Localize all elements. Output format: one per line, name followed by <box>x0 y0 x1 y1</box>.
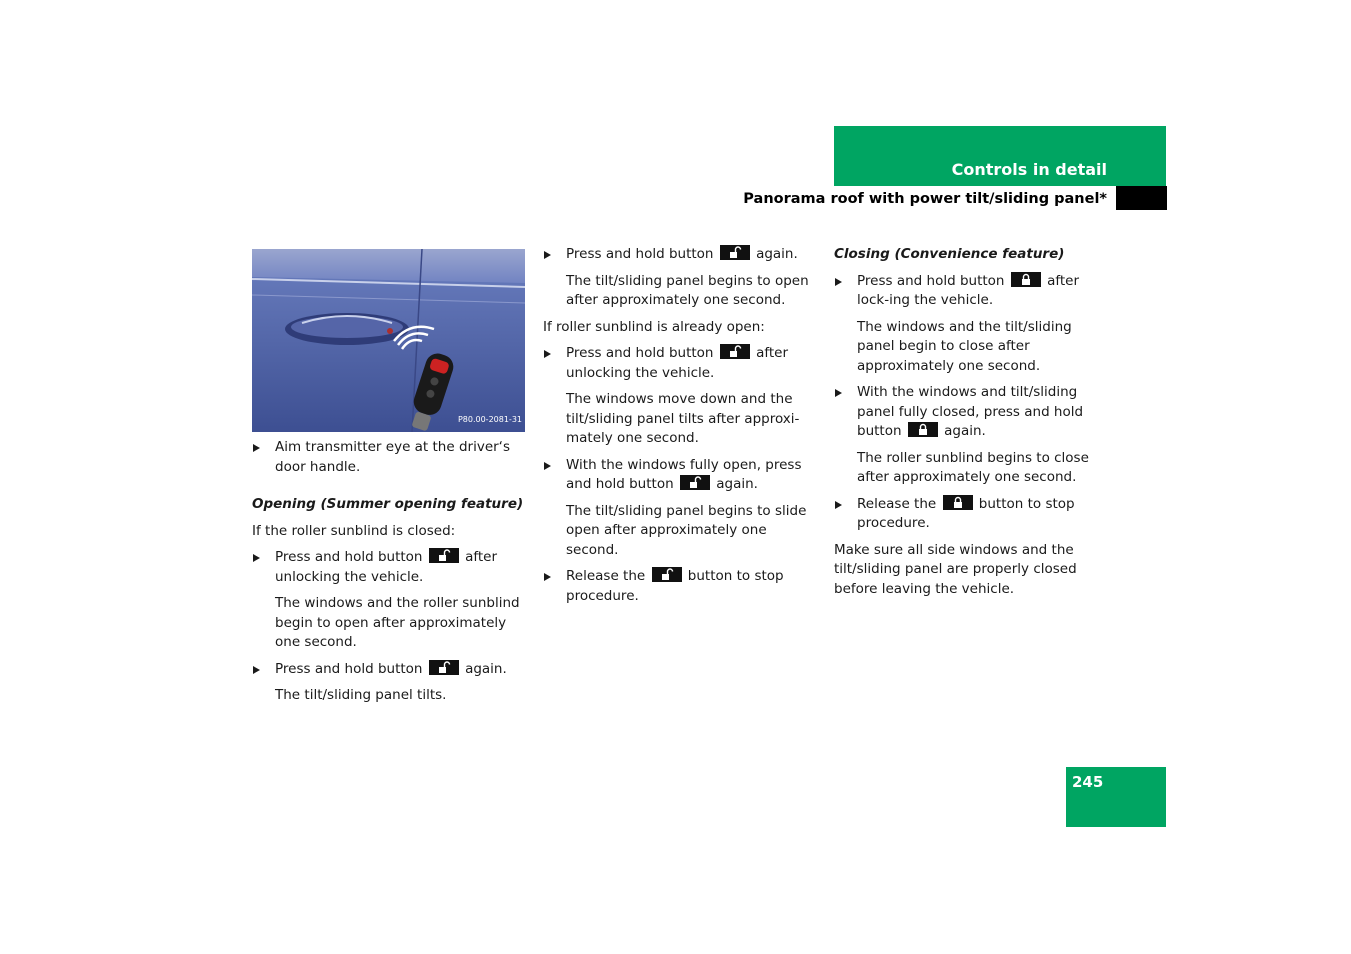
sunblind-open-step-1: Press and hold button after unlocking the vehicle. <box>543 344 819 383</box>
opening-result-3: The tilt/sliding panel begins to open after approximately one second. <box>566 272 809 308</box>
opening-intro: If the roller sunblind is closed: <box>252 522 456 539</box>
sunblind-open-step-2: With the windows fully open, press and hold button again. <box>543 456 819 495</box>
lock-icon <box>908 422 938 437</box>
column-1 <box>252 249 526 713</box>
unlock-icon <box>429 660 459 675</box>
opening-result-1: The windows and the roller sunblind begin to open after approximately one second. <box>275 595 520 650</box>
closing-step-2: With the windows and tilt/sliding panel fully closed, press and hold button again. <box>834 383 1110 442</box>
opening-step-1: Press and hold button after unlocking the vehicle. <box>252 548 526 587</box>
sunblind-open-result-2: The tilt/sliding panel begins to slide open after approximately one second. <box>566 502 807 558</box>
figure-code: P80.00-2081-31 <box>457 414 522 424</box>
page-subtitle: Panorama roof with power tilt/sliding panel* <box>743 191 1107 207</box>
column-3 <box>834 245 1110 606</box>
closing-step-3: Release the button to stop procedure. <box>834 495 1110 534</box>
closing-heading: Closing (Convenience feature) <box>834 246 1065 262</box>
closing-step-1: Press and hold button after lock-ing the vehicle. <box>834 272 1110 311</box>
column-2 <box>543 245 819 613</box>
step-aim-transmitter: Aim transmitter eye at the driver‘s door handle. <box>252 438 526 477</box>
opening-step-2: Press and hold button again. <box>252 660 526 680</box>
closing-result-2: The roller sunblind begins to close after approximately one second. <box>857 449 1089 485</box>
door-handle-illustration <box>252 249 525 432</box>
sunblind-open-result-1: The windows move down and the tilt/sliding panel tilts after approxi-mately one second. <box>566 391 800 446</box>
sunblind-open-step-3: Release the button to stop procedure. <box>543 567 819 606</box>
opening-heading: Opening (Summer opening feature) <box>252 496 524 512</box>
page-number-box <box>1066 767 1166 827</box>
door-handle-figure <box>252 249 525 432</box>
section-title: Controls in detail <box>951 160 1107 179</box>
unlock-icon <box>429 548 459 563</box>
unlock-icon <box>720 245 750 260</box>
header-black-tab <box>1116 186 1167 210</box>
closing-result-1: The windows and the tilt/sliding panel begin to close after approximately one second. <box>857 318 1072 374</box>
opening-result-2: The tilt/sliding panel tilts. <box>275 687 447 703</box>
sunblind-open-intro: If roller sunblind is already open: <box>543 318 765 335</box>
unlock-icon <box>652 567 682 582</box>
opening-step-3: Press and hold button again. <box>543 245 819 265</box>
unlock-icon <box>720 344 750 359</box>
lock-icon <box>1011 272 1041 287</box>
lock-icon <box>943 495 973 510</box>
closing-note: Make sure all side windows and the tilt/sliding panel are properly closed before leaving the vehicle. <box>834 541 1077 597</box>
unlock-icon <box>680 475 710 490</box>
page-number: 245 <box>1072 773 1104 791</box>
